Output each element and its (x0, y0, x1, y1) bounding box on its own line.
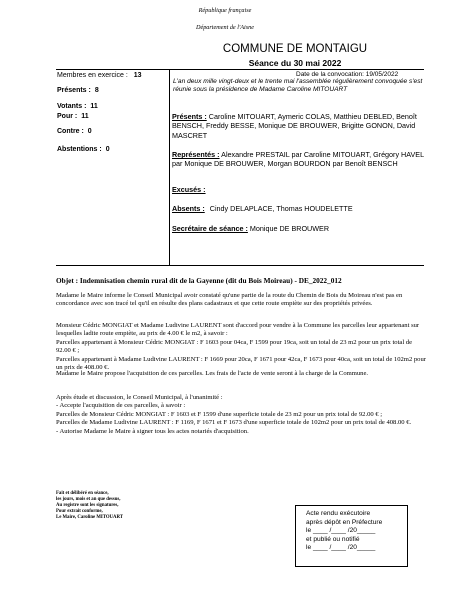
membres-count (57, 72, 167, 79)
abstentions-label: Abstentions : (57, 146, 102, 153)
representes-names: Alexandre PRESTAIL par Caroline MITOUART, Grégory HAVEL par Monique DE BROUWER, Morgan BOURDON par Benoît BENSCH (172, 150, 424, 169)
presents-value: 8 (94, 87, 99, 94)
signature-block (56, 491, 166, 521)
absents-names: Cindy DELAPLACE, Thomas HOUDELETTE (209, 204, 353, 213)
absents-heading: Absents : (172, 204, 205, 213)
secretaire-heading: Secrétaire de séance : (172, 224, 248, 233)
presents-label: Présents : (57, 87, 91, 94)
body-p4-line1: Après étude et discussion, le Conseil Municipal, à l'unanimité : (56, 394, 223, 401)
stamp-line-3: le ____ /____ /20_____ (306, 527, 376, 535)
membres-label: Membres en exercice : (57, 72, 128, 79)
objet-rule (56, 265, 424, 266)
representes-section (172, 150, 424, 169)
stamp-line-4: et publié ou notifié (306, 535, 360, 543)
contre-value: 0 (87, 128, 92, 135)
objet-title: Objet : Indemnisation chemin rural dit de la Gayenne (dit du Bois Moireau) - DE_2022_012 (56, 276, 342, 285)
contre-label: Contre : (57, 128, 84, 135)
body-p1: Madame le Maire informe le Conseil Municipal avoir constaté qu'une partie de la route du Chemin de Bois du Moireau n'est pas en concordance avec son tracé tel qu'il en résulte des plans cadastraux et que cette route empiète sur des propriétés privées. (56, 292, 403, 308)
representes-heading: Représentés : (172, 150, 220, 159)
republique-label: République française (198, 7, 252, 14)
excuses-section (172, 185, 424, 194)
stamp-line-2: après dépôt en Préfecture (306, 518, 383, 526)
absents-section (172, 204, 424, 213)
body-p2-line1: Monsieur Cédric MONGIAT et Madame Ludivine LAURENT sont d'accord pour vendre à la Commune les parcelles leur appartenant sur lesquelles ladite route empiète, au prix de 4.00 € le m2, à savoir : (56, 322, 420, 338)
body-p4-line4: Parcelles de Madame Ludivine LAURENT : F 1169, F 1671 et F 1673 d'une superficie totale de 102m2 pour un prix total de 408.00 €. (56, 419, 412, 427)
prefecture-stamp-box (295, 505, 408, 567)
body-p4-line3: Parcelles de Monsieur Cédric MONGIAT : F 1603 et F 1599 d'une superficie totale de 23 m2 pour un prix total de 92.00 € ; (56, 410, 383, 418)
presents-names: Caroline MITOUART, Aymeric COLAS, Matthieu DEBLED, Benoît BENSCH, Freddy BESSE, Monique DE BROUWER, Brigitte GONON, David MASCRET (172, 112, 417, 140)
abstentions-value: 0 (105, 146, 110, 153)
secretaire-section (172, 224, 424, 233)
seance-date: Séance du 30 mai 2022 (248, 58, 342, 68)
votants-count (57, 103, 167, 110)
signature-line-4: Pour extrait conforme, (56, 509, 103, 515)
contre-count (57, 128, 167, 135)
votants-label: Votants : (57, 103, 87, 110)
column-divider (169, 69, 170, 265)
signature-line-5: Le Maire, Caroline MITOUART (56, 515, 123, 521)
body-p3: Madame le Maire propose l'acquisition de ces parcelles. Les frais de l'acte de vente seront à la charge de la Commune. (56, 370, 369, 377)
stamp-line-1: Acte rendu exécutoire (306, 510, 371, 517)
votants-value: 11 (90, 103, 98, 110)
presents-section (172, 112, 424, 140)
membres-value: 13 (133, 72, 142, 79)
presents-heading: Présents : (172, 112, 207, 121)
signature-line-2: les jours, mois et an que dessus, (56, 497, 121, 503)
body-paragraph-4 (56, 394, 426, 436)
pour-value: 11 (81, 113, 89, 120)
body-p4-line5: - Autorise Madame le Maire à signer tous les actes notariés d'acquisition. (56, 427, 249, 435)
abstentions-count (57, 146, 167, 153)
body-p2-line3: Parcelles appartenant à Madame Ludivine LAURENT : F 1669 pour 20ca, F 1671 pour 42ca, F 1673 pour 40ca, soit un total de 102m2 pour un prix de 408.00 €. (56, 355, 426, 372)
body-paragraph-3 (56, 370, 426, 378)
commune-title: COMMUNE DE MONTAIGU (222, 43, 368, 55)
header-rule (56, 69, 424, 70)
signature-line-3: Au registre sont les signatures, (56, 503, 119, 509)
secretaire-name: Monique DE BROUWER (249, 224, 330, 233)
convocation-date: Date de la convocation: 19/05/2022 (296, 71, 399, 78)
body-paragraph-1 (56, 292, 426, 309)
presents-count (57, 87, 167, 94)
pour-label: Pour : (57, 113, 78, 120)
pour-count (57, 113, 167, 120)
body-p2-line2: Parcelles appartenant à Monsieur Cédric MONGIAT : F 1603 pour 04ca, F 1599 pour 19ca, soit un total de 23 m2 pour un prix total de 92.00 € ; (56, 338, 413, 355)
stamp-line-5: le ____ /____ /20_____ (306, 544, 376, 552)
signature-line-1: Fait et délibéré en séance, (56, 491, 109, 496)
body-p4-line2: - Accepte l'acquisition de ces parcelles, à savoir : (56, 402, 186, 410)
excuses-heading: Excusés : (172, 185, 206, 194)
departement-label: Département de l'Aisne (195, 24, 255, 31)
body-paragraph-2 (56, 322, 426, 372)
convocation-intro: L'an deux mille vingt-deux et le trente mai l'assemblée régulièrement convoquée s'est réunie sous la présidence de Madame Caroline MITOUART (173, 78, 423, 93)
